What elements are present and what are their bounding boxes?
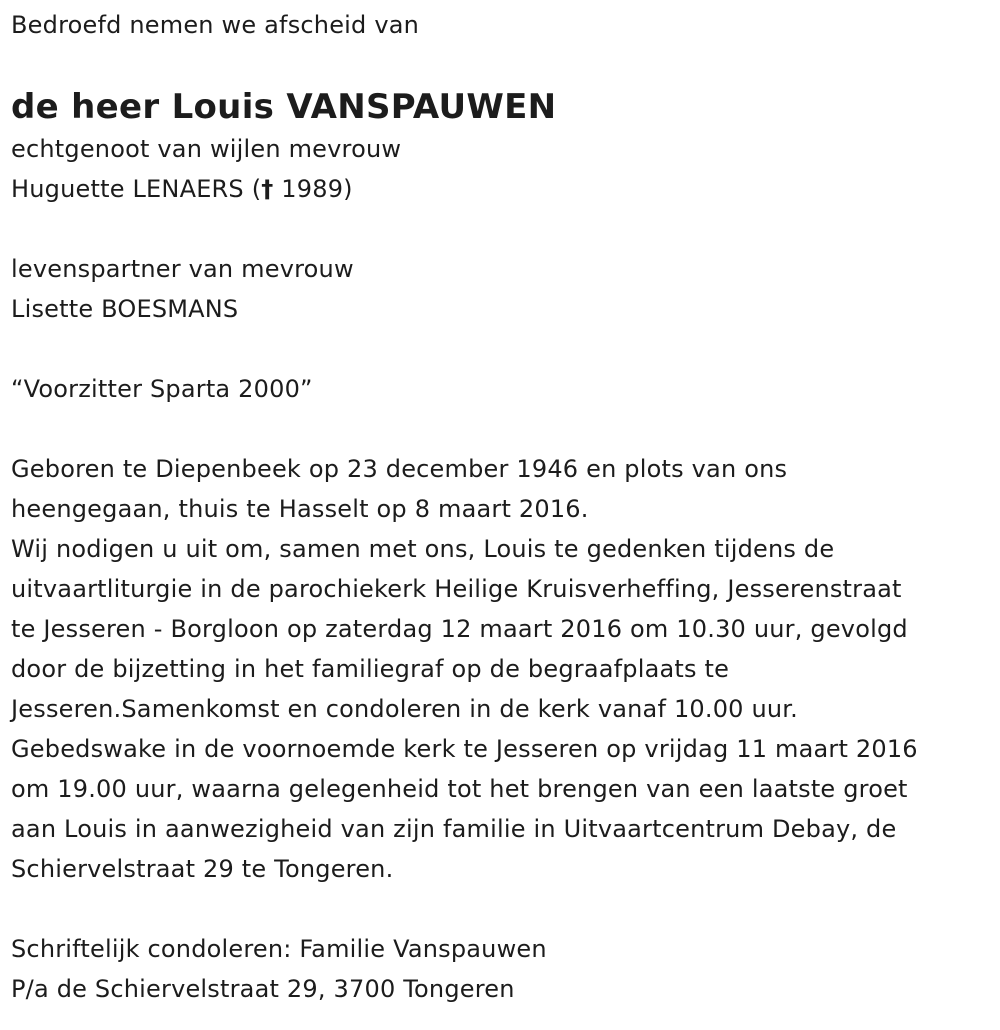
death-notice xyxy=(11,0,996,1009)
condolence-line: Schriftelijk condoleren: Familie Vanspauwen xyxy=(11,935,547,963)
spouse-death-year: 1989) xyxy=(273,175,353,203)
partner-name: Lisette BOESMANS xyxy=(11,295,239,323)
spacer xyxy=(11,889,996,929)
spacer xyxy=(11,329,996,369)
body-line: om 19.00 uur, waarna gelegenheid tot het brengen van een laatste groet xyxy=(11,775,908,803)
body-line: door de bijzetting in het familiegraf op de begraafplaats te xyxy=(11,655,730,683)
body-line: heengegaan, thuis te Hasselt op 8 maart 2016. xyxy=(11,495,589,523)
quote-text: “Voorzitter Sparta 2000” xyxy=(11,375,313,403)
deceased-name: de heer Louis VANSPAUWEN xyxy=(11,87,557,127)
body-line: Geboren te Diepenbeek op 23 december 1946 en plots van ons xyxy=(11,455,788,483)
spacer xyxy=(11,209,996,249)
body-line: uitvaartliturgie in de parochiekerk Heilige Kruisverheffing, Jesserenstraat xyxy=(11,575,902,603)
body-line: Gebedswake in de voornoemde kerk te Jesseren op vrijdag 11 maart 2016 xyxy=(11,735,918,763)
partner-label: levenspartner van mevrouw xyxy=(11,255,354,283)
body-line: te Jesseren - Borgloon op zaterdag 12 maart 2016 om 10.30 uur, gevolgd xyxy=(11,615,908,643)
cross-icon: † xyxy=(261,175,274,203)
body-line: Schiervelstraat 29 te Tongeren. xyxy=(11,855,394,883)
body-paragraph xyxy=(11,449,996,889)
intro-text: Bedroefd nemen we afscheid van xyxy=(11,11,420,39)
spouse-label: echtgenoot van wijlen mevrouw xyxy=(11,135,402,163)
spouse-name-text: Huguette LENAERS ( xyxy=(11,175,262,203)
spacer xyxy=(11,409,996,449)
spouse-name xyxy=(11,169,996,209)
body-line: aan Louis in aanwezigheid van zijn familie in Uitvaartcentrum Debay, de xyxy=(11,815,897,843)
address-line: P/a de Schiervelstraat 29, 3700 Tongeren xyxy=(11,975,515,1003)
body-line: Wij nodigen u uit om, samen met ons, Louis te gedenken tijdens de xyxy=(11,535,835,563)
body-line: Jesseren.Samenkomst en condoleren in de kerk vanaf 10.00 uur. xyxy=(11,695,798,723)
